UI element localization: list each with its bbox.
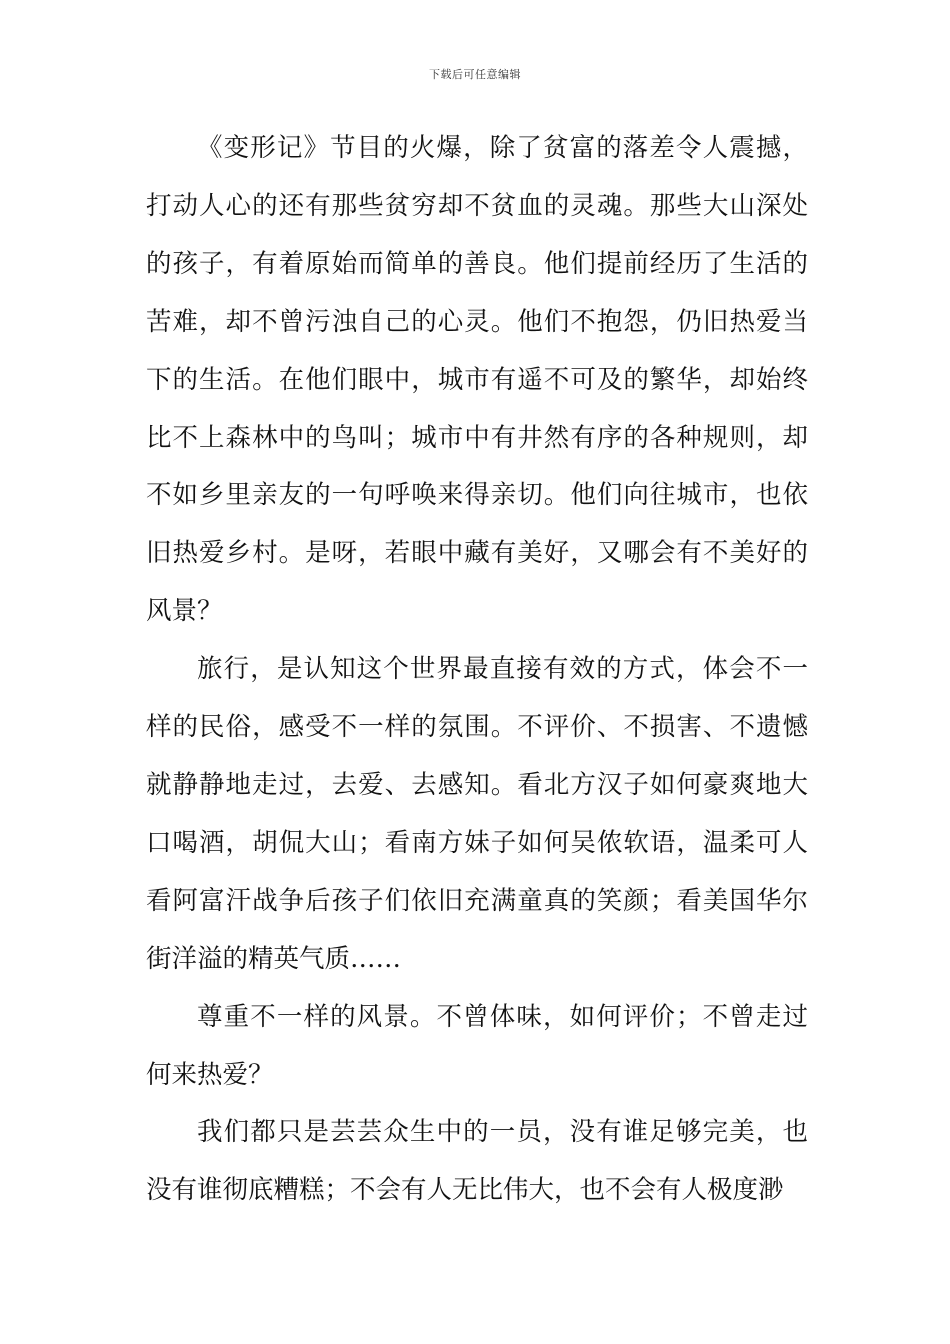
page-header: 下载后可任意编辑 <box>429 68 521 81</box>
document-body <box>146 120 808 1220</box>
paragraph-2: 旅行，是认知这个世界最直接有效的方式，体会不一样的民俗，感受不一样的氛围。不评价、不损害、不遗憾就静静地走过，去爱、去感知。看北方汉子如何豪爽地大口喝酒，胡侃大山；看南方妹子如何吴侬软语，温柔可人看阿富汗战争后孩子们依旧充满童真的笑颜；看美国华尔街洋溢的精英气质…… <box>146 654 808 974</box>
paragraph-3: 尊重不一样的风景。不曾体味，如何评价；不曾走过何来热爱？ <box>146 1001 808 1090</box>
paragraph-4: 我们都只是芸芸众生中的一员，没有谁足够完美，也没有谁彻底糟糕；不会有人无比伟大，也不会有人极度渺 <box>146 1117 808 1206</box>
paragraph-1: 《变形记》节目的火爆，除了贫富的落差令人震撼，打动人心的还有那些贫穷却不贫血的灵魂。那些大山深处的孩子，有着原始而简单的善良。他们提前经历了生活的苦难，却不曾污浊自己的心灵。他们不抱怨，仍旧热爱当下的生活。在他们眼中，城市有遥不可及的繁华，却始终比不上森林中的鸟叫；城市中有井然有序的各种规则，却不如乡里亲友的一句呼唤来得亲切。他们向往城市，也依旧热爱乡村。是呀，若眼中藏有美好，又哪会有不美好的风景？ <box>146 133 808 627</box>
